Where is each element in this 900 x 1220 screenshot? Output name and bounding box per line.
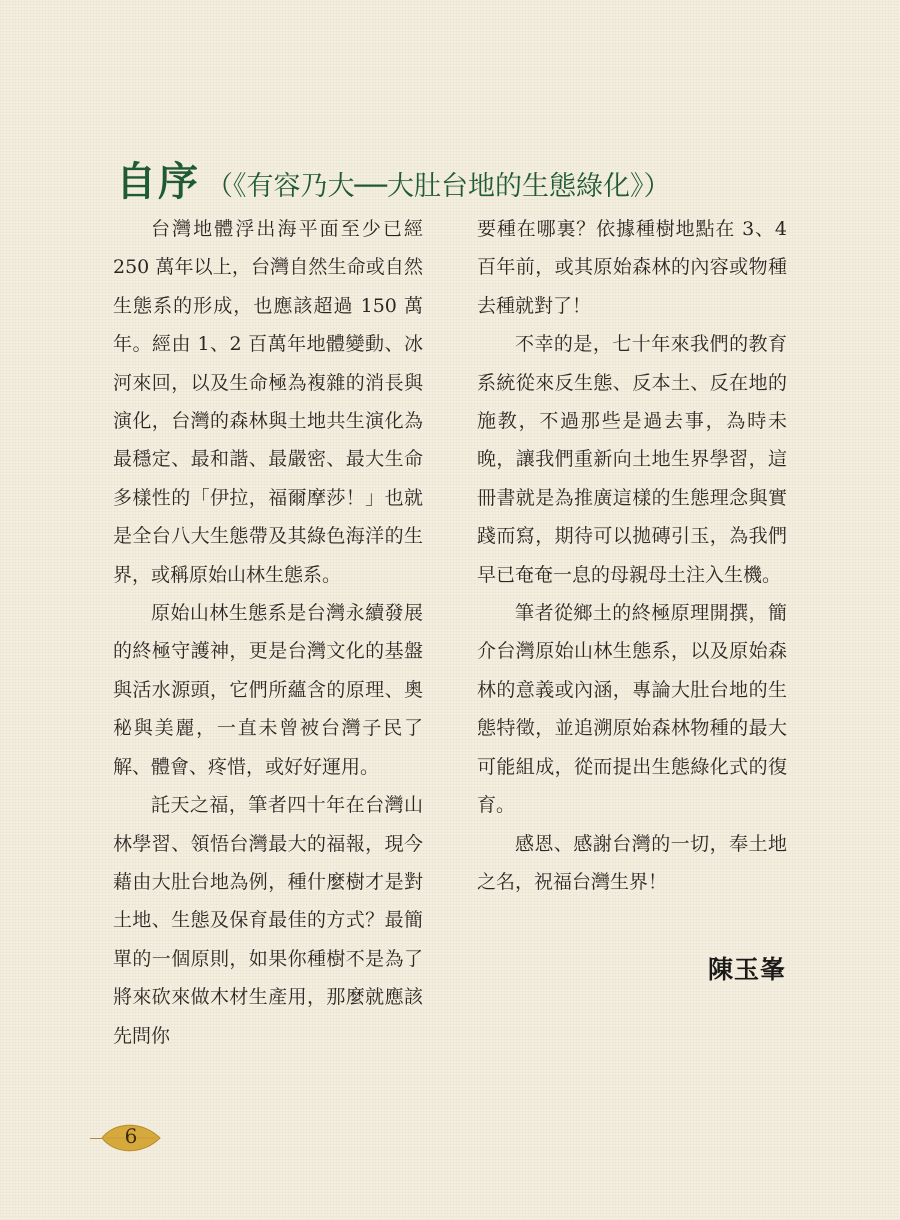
paragraph: 台灣地體浮出海平面至少已經 250 萬年以上，台灣自然生命或自然生態系的形成，也應該超過 150 萬年。經由 1、2 百萬年地體變動、冰河來回，以及生命極為複雜的消長與演化，台灣的森林與土地共生演化為最穩定、最和諧、最嚴密、最大生命多樣性的「伊拉，福爾摩莎！」也就是全台八大生態帶及其綠色海洋的生界，或稱原始山林生態系。 — [113, 218, 423, 586]
paragraph: 筆者從鄉土的終極原理開撰，簡介台灣原始山林生態系，以及原始森林的意義或內涵，專論大肚台地的生態特徵，並追溯原始森林物種的最大可能組成，從而提出生態綠化式的復育。 — [477, 602, 787, 817]
paragraph-continuation: 要種在哪裏？依據種樹地點在 3、4 百年前，或其原始森林的內容或物種去種就對了！ — [477, 218, 787, 317]
page-number: 6 — [124, 1124, 138, 1148]
paragraph: 感恩、感謝台灣的一切，奉土地之名，祝福台灣生界！ — [477, 832, 787, 893]
paragraph: 不幸的是，七十年來我們的教育系統從來反生態、反本土、反在地的施教，不過那些是過去事，為時未晚，讓我們重新向土地生界學習，這冊書就是為推廣這樣的生態理念與實踐而寫，期待可以拋磚引玉，為我們早已奄奄一息的母親母土注入生機。 — [477, 333, 787, 586]
title-subtitle: （《有容乃大──大肚台地的生態綠化》） — [206, 171, 671, 202]
title-main: 自序 — [116, 158, 200, 205]
right-column — [477, 210, 787, 901]
page-title — [116, 150, 671, 207]
paragraph: 原始山林生態系是台灣永續發展的終極守護神，更是台灣文化的基盤與活水源頭，它們所蘊含的原理、奧秘與美麗，一直未曾被台灣子民了解、體會、疼惜，或好好運用。 — [113, 602, 423, 778]
left-column — [113, 210, 423, 1055]
paragraph: 託天之福，筆者四十年在台灣山林學習、領悟台灣最大的福報，現今藉由大肚台地為例，種什麼樹才是對土地、生態及保育最佳的方式？最簡單的一個原則，如果你種樹不是為了將來砍來做木材生產用，那麼就應該先問你 — [113, 794, 423, 1047]
author-signature: 陳玉峯 — [707, 955, 786, 984]
